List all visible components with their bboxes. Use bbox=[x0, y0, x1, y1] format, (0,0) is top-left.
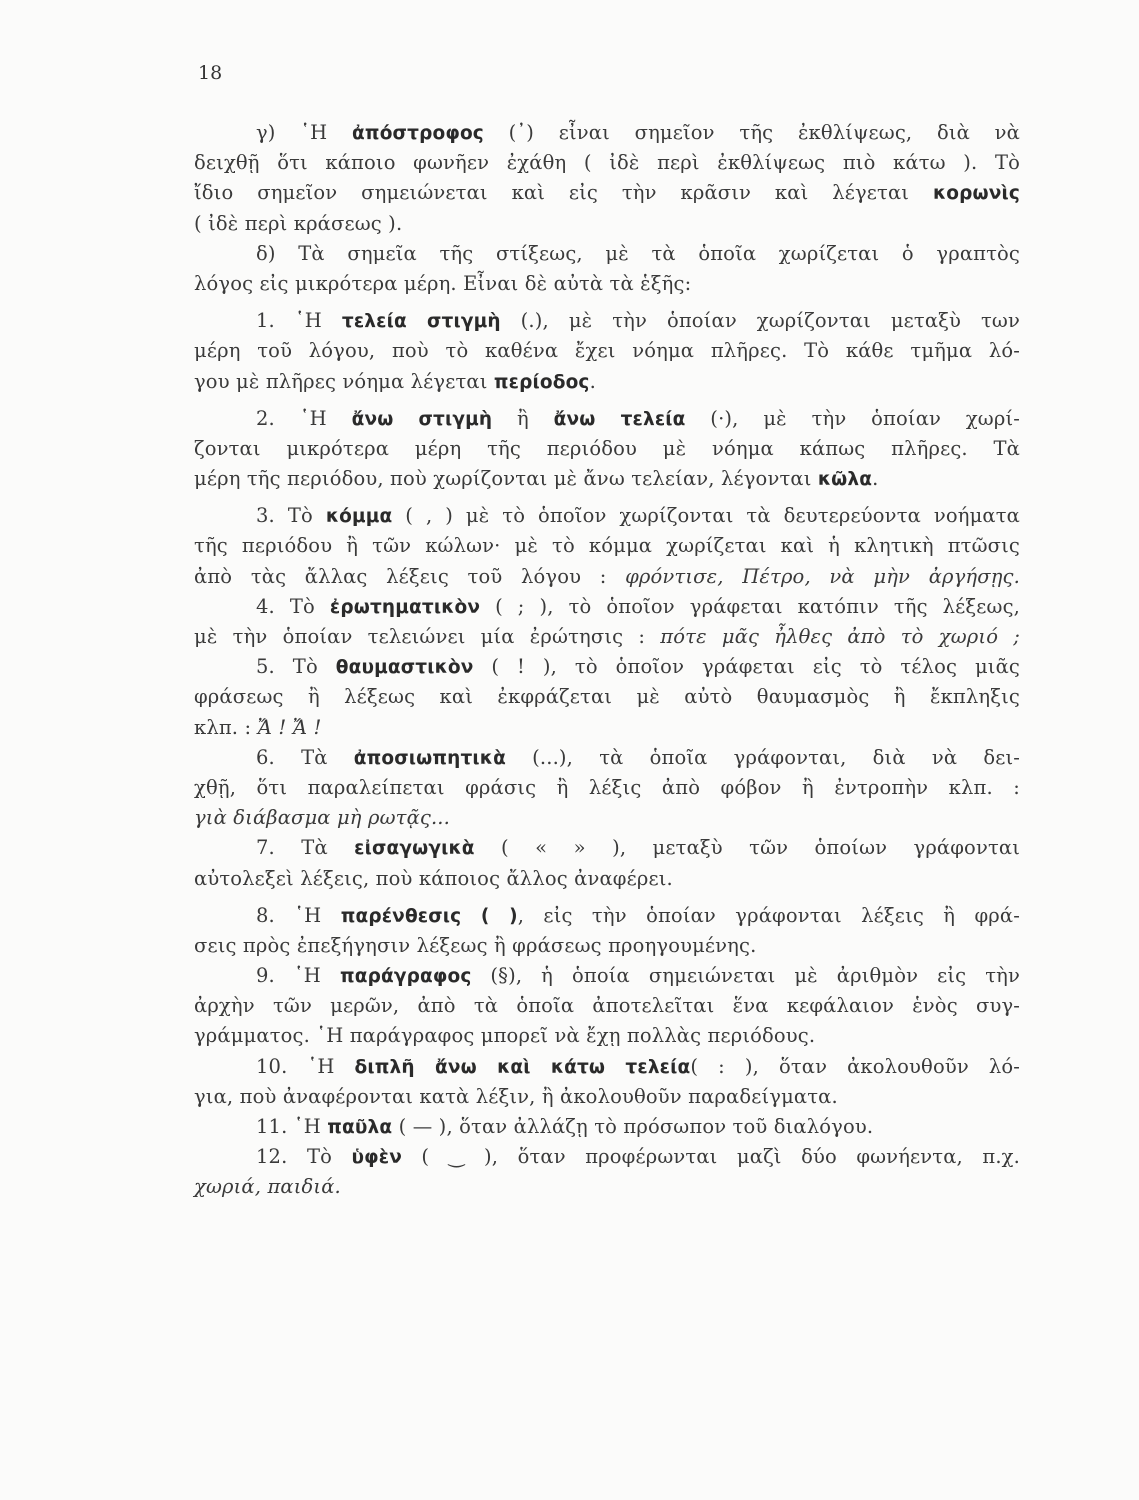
text-line bbox=[194, 367, 1020, 397]
text-segment: 12. Τὸ bbox=[256, 1145, 352, 1169]
text-segment: μέρη τοῦ λόγου, ποὺ τὸ καθένα ἔχει νόημα πλῆρες. Τὸ κάθε τμῆμα λό- bbox=[194, 339, 1020, 363]
text-segment: κλπ. : bbox=[194, 715, 258, 739]
bold-term: διπλῆ ἄνω καὶ κάτω τελεία bbox=[354, 1056, 691, 1078]
text-segment: γου μὲ πλῆρες νόημα λέγεται bbox=[194, 369, 494, 393]
text-segment: ( ! ), τὸ ὁποῖον γράφεται εἰς τὸ τέλος μιᾶς bbox=[473, 655, 1020, 679]
text-line bbox=[194, 1021, 1020, 1051]
bold-term: κόμμα bbox=[325, 506, 393, 528]
text-line bbox=[194, 1112, 1020, 1142]
text-segment: ( ἰδὲ περὶ κράσεως ). bbox=[194, 211, 403, 235]
text-line bbox=[194, 773, 1020, 803]
text-segment: . bbox=[872, 467, 879, 491]
text-segment: ( : ), ὅταν ἀκολουθοῦν λό- bbox=[690, 1054, 1020, 1078]
text-segment: 8. ῾Η bbox=[256, 903, 341, 927]
text-segment: ( , ) μὲ τὸ ὁποῖον χωρίζονται τὰ δευτερεύοντα νοήματα bbox=[392, 504, 1020, 528]
text-line bbox=[194, 306, 1020, 336]
text-segment: μέρη τῆς περιόδου, ποὺ χωρίζονται μὲ ἄνω τελείαν, λέγονται bbox=[194, 467, 818, 491]
bold-term: κῶλα bbox=[817, 469, 873, 491]
bold-term: ἄνω στιγμὴ bbox=[351, 408, 493, 430]
text-line bbox=[194, 404, 1020, 434]
text-segment: 11. ῾Η bbox=[256, 1115, 328, 1138]
text-segment: γ) ῾Η bbox=[256, 121, 353, 144]
text-segment: 4. Τὸ bbox=[256, 594, 330, 618]
text-segment: (...), τὰ ὁποῖα γράφονται, διὰ νὰ δει- bbox=[505, 745, 1020, 769]
text-line bbox=[194, 682, 1020, 712]
text-segment: δειχθῇ ὅτι κάποιο φωνῆεν ἐχάθη ( ἰδὲ περὶ ἐκθλίψεως πιὸ κάτω ). Τὸ bbox=[194, 151, 1020, 175]
example-text: πότε μᾶς ἦλθες ἀπὸ τὸ χωριό ; bbox=[660, 625, 1020, 648]
text-line bbox=[194, 148, 1020, 178]
text-segment: ἀπὸ τὰς ἄλλας λέξεις τοῦ λόγου : bbox=[194, 564, 626, 588]
text-segment: ἢ bbox=[492, 406, 554, 430]
text-segment: (·), μὲ τὴν ὁποίαν χωρί- bbox=[685, 406, 1020, 430]
text-segment: φράσεως ἢ λέξεως καὶ ἐκφράζεται μὲ αὐτὸ θαυμασμὸς ἢ ἔκπληξις bbox=[194, 685, 1020, 709]
text-segment: ἀρχὴν τῶν μερῶν, ἀπὸ τὰ ὁποῖα ἀποτελεῖται ἕνα κεφάλαιον ἑνὸς συγ- bbox=[194, 994, 1020, 1018]
text-line bbox=[194, 864, 1020, 894]
bold-term: ἐρωτηματικὸν bbox=[329, 596, 481, 618]
bold-term: ἄνω τελεία bbox=[553, 408, 686, 430]
text-segment: (.), μὲ τὴν ὁποίαν χωρίζονται μεταξὺ των bbox=[500, 309, 1020, 333]
text-segment: 3. Τὸ bbox=[256, 504, 326, 528]
text-segment: ( ; ), τὸ ὁποῖον γράφεται κατόπιν τῆς λέξεως, bbox=[480, 594, 1020, 618]
bold-term: τελεία στιγμὴ bbox=[341, 311, 501, 333]
text-segment: αὐτολεξεὶ λέξεις, ποὺ κάποιος ἄλλος ἀναφέρει. bbox=[194, 866, 673, 890]
text-segment: τῆς περιόδου ἢ τῶν κώλων· μὲ τὸ κόμμα χωρίζεται καὶ ἡ κλητικὴ πτῶσις bbox=[194, 534, 1020, 558]
text-line bbox=[194, 991, 1020, 1021]
text-segment: σεις πρὸς ἐπεξήγησιν λέξεως ἢ φράσεως προηγουμένης. bbox=[194, 933, 757, 957]
text-segment: 2. ῾Η bbox=[256, 406, 352, 430]
bold-term: παράγραφος bbox=[339, 966, 472, 988]
text-segment: 6. Τὰ bbox=[256, 745, 354, 769]
text-segment: λόγος εἰς μικρότερα μέρη. Εἶναι δὲ αὐτὰ τὰ ἑξῆς: bbox=[194, 271, 692, 295]
text-segment: μὲ τὴν ὁποίαν τελειώνει μία ἐρώτησις : bbox=[194, 625, 661, 648]
bold-term: εἰσαγωγικὰ bbox=[354, 838, 475, 860]
bold-term: παρένθεσις ( ) bbox=[340, 905, 518, 927]
bold-term: περίοδος bbox=[493, 371, 590, 393]
text-line bbox=[194, 501, 1020, 531]
text-line bbox=[194, 239, 1020, 269]
text-segment: ( ‿ ), ὅταν προφέρωνται μαζὶ δύο φωνήεντα, π.χ. bbox=[401, 1145, 1020, 1169]
text-segment: . bbox=[589, 369, 596, 393]
bold-term: ἀποσιωπητικὰ bbox=[353, 747, 506, 769]
text-segment: ( — ), ὅταν ἀλλάζῃ τὸ πρόσωπον τοῦ διαλόγου. bbox=[392, 1115, 874, 1138]
text-line bbox=[194, 531, 1020, 561]
bold-term: παῦλα bbox=[327, 1117, 393, 1138]
text-line bbox=[194, 931, 1020, 961]
example-text: Ἄ ! Ἄ ! bbox=[257, 715, 322, 739]
text-line bbox=[194, 464, 1020, 494]
text-segment: 9. ῾Η bbox=[256, 964, 340, 988]
text-segment: 1. ῾Η bbox=[256, 309, 342, 333]
bold-term: θαυμαστικὸν bbox=[335, 657, 474, 679]
text-segment: (᾽) εἶναι σημεῖον τῆς ἐκθλίψεως, διὰ νὰ bbox=[483, 121, 1020, 144]
text-segment: για, ποὺ ἀναφέρονται κατὰ λέξιν, ἢ ἀκολουθοῦν παραδείγματα. bbox=[194, 1084, 838, 1108]
text-line bbox=[194, 336, 1020, 366]
example-text: γιὰ διάβασμα μὴ ρωτᾷς... bbox=[194, 806, 451, 830]
example-text: χωριά, παιδιά. bbox=[194, 1175, 341, 1199]
text-line bbox=[194, 803, 1020, 833]
page-number: 18 bbox=[198, 62, 223, 84]
example-text: φρόντισε, Πέτρο, νὰ μὴν ἀργήσῃς. bbox=[625, 564, 1020, 588]
bold-term: ἀπόστροφος bbox=[352, 123, 484, 144]
text-segment: δ) Τὰ σημεῖα τῆς στίξεως, μὲ τὰ ὁποῖα χωρίζεται ὁ γραπτὸς bbox=[256, 241, 1020, 265]
text-line bbox=[194, 1082, 1020, 1112]
text-line bbox=[194, 178, 1020, 208]
text-line bbox=[194, 961, 1020, 991]
text-segment: 5. Τὸ bbox=[256, 655, 336, 679]
text-line bbox=[194, 1052, 1020, 1082]
text-line bbox=[194, 1142, 1020, 1172]
text-segment: 7. Τὰ bbox=[256, 836, 355, 860]
text-line bbox=[194, 901, 1020, 931]
text-line bbox=[194, 209, 1020, 239]
text-line bbox=[194, 1172, 1020, 1202]
text-line bbox=[194, 743, 1020, 773]
text-line bbox=[194, 269, 1020, 299]
text-segment: ζονται μικρότερα μέρη τῆς περιόδου μὲ νόημα κάπως πλῆρες. Τὰ bbox=[194, 436, 1020, 460]
text-segment: χθῇ, ὅτι παραλείπεται φράσις ἢ λέξις ἀπὸ φόβον ἢ ἐντροπὴν κλπ. : bbox=[194, 775, 1020, 799]
text-line bbox=[194, 833, 1020, 863]
text-segment: ἴδιο σημεῖον σημειώνεται καὶ εἰς τὴν κρᾶσιν καὶ λέγεται bbox=[194, 181, 933, 205]
text-line bbox=[194, 434, 1020, 464]
bold-term: κορωνὶς bbox=[932, 183, 1020, 205]
text-segment: ( « » ), μεταξὺ τῶν ὁποίων γράφονται bbox=[474, 836, 1020, 860]
bold-term: ὑφὲν bbox=[351, 1147, 402, 1169]
text-segment: , εἰς τὴν ὁποίαν γράφονται λέξεις ἢ φρά- bbox=[517, 903, 1020, 927]
body-text bbox=[194, 118, 1020, 1203]
text-line bbox=[194, 118, 1020, 148]
text-segment: (§), ἡ ὁποία σημειώνεται μὲ ἀριθμὸν εἰς τὴν bbox=[471, 964, 1020, 988]
text-segment: 10. ῾Η bbox=[256, 1054, 355, 1078]
text-segment: γράμματος. ῾Η παράγραφος μπορεῖ νὰ ἔχῃ πολλὰς περιόδους. bbox=[194, 1024, 816, 1048]
text-line bbox=[194, 622, 1020, 652]
text-line bbox=[194, 592, 1020, 622]
text-line bbox=[194, 652, 1020, 682]
text-line bbox=[194, 562, 1020, 592]
text-line bbox=[194, 713, 1020, 743]
